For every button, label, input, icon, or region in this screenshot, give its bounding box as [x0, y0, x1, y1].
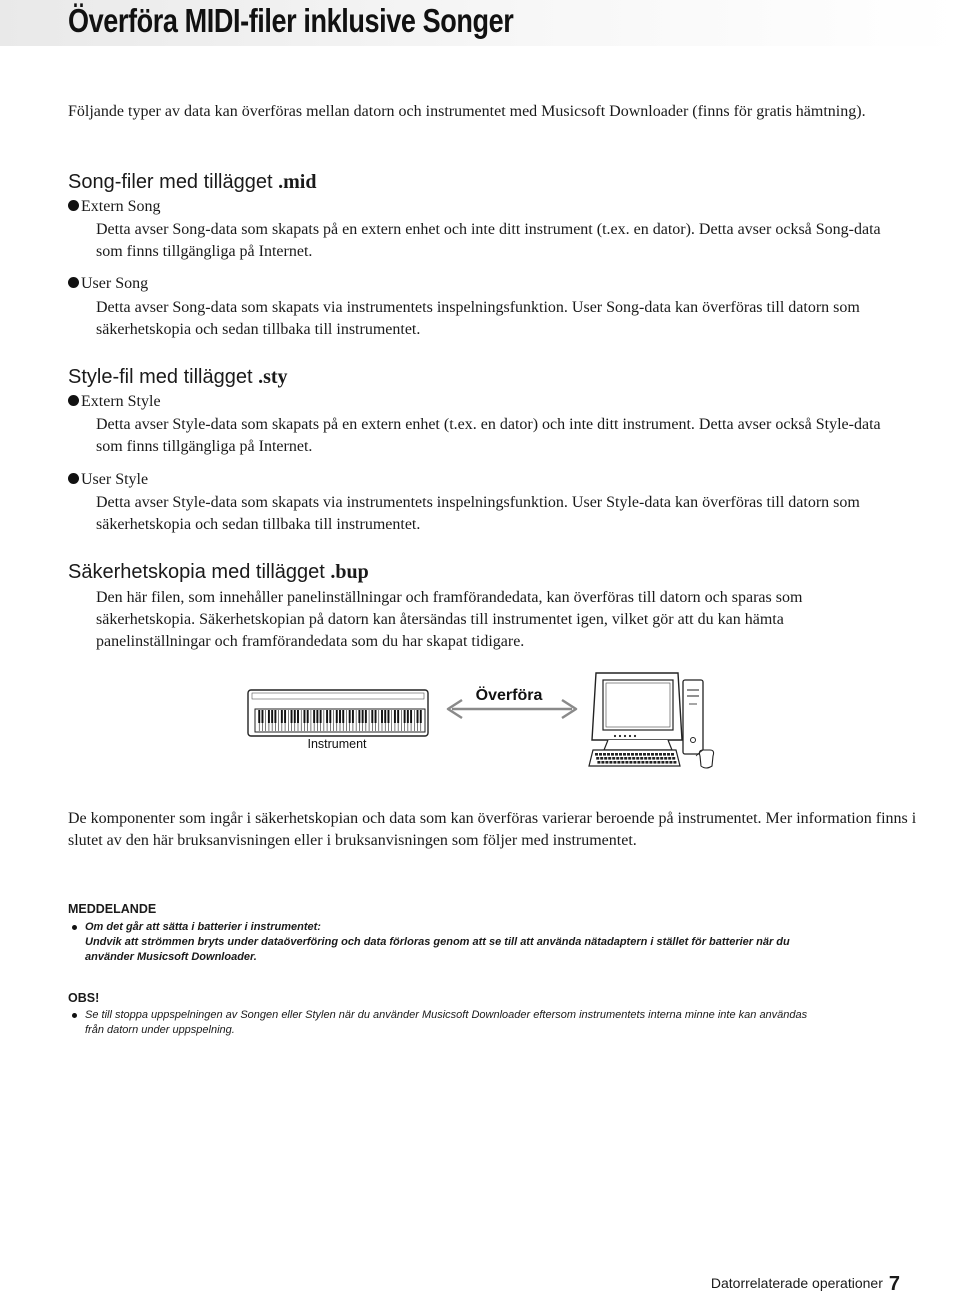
page-title: Överföra MIDI-filer inklusive Songer — [68, 2, 514, 39]
subheading-label: User Song — [81, 275, 149, 292]
subheading-user-style — [68, 470, 148, 490]
paragraph-backup: Den här filen, som innehåller panelinställningar och framförandedata, kan överföras till datorn och sparas som säkerhetskopia. Säkerhetskopian på datorn kan återsändas till instrumentet igen, vilket gör att du kan hämta panelinställningar och framförandedata som du har skapat tidigare. — [96, 589, 803, 650]
paragraph-user-style: Detta avser Style-data som skapats via instrumentets inspelningsfunktion. User Style-data kan överföras till datorn som säkerhetskopia och sedan tillbaka till instrumentet. — [96, 494, 860, 533]
paragraph-extern-song: Detta avser Song-data som skapats på en extern enhet och inte ditt instrument (t.ex. en dator). Detta avser också Song-data som finns tillgängliga på Internet. — [96, 221, 881, 260]
file-extension: .bup — [330, 561, 369, 583]
bullet-icon — [68, 473, 79, 484]
instrument-label: Instrument — [307, 737, 367, 751]
page-number: 7 — [888, 1273, 900, 1295]
paragraph-extern-style: Detta avser Style-data som skapats på en extern enhet (t.ex. en dator) och inte ditt instrument. Detta avser också Style-data som finns tillgängliga på Internet. — [96, 416, 881, 455]
subheading-label: Extern Song — [81, 198, 161, 215]
obs-item-text: Se till stoppa uppspelningen av Songen eller Stylen när du använder Musicsoft Downloader eftersom instrumentets interna minne inte kan användas från datorn under uppspelning. — [85, 1009, 808, 1036]
page-footer — [711, 1273, 900, 1294]
transfer-label: Överföra — [475, 687, 543, 704]
file-extension: .sty — [258, 366, 288, 388]
section-heading-text: Säkerhetskopia med tillägget — [68, 561, 325, 583]
bullet-icon — [72, 925, 77, 930]
bullet-icon — [68, 200, 79, 211]
intro-paragraph: Följande typer av data kan överföras mellan datorn och instrumentet med Musicsoft Downloader (finns för gratis hämtning). — [68, 103, 866, 120]
subheading-label: User Style — [81, 471, 149, 488]
section-heading-text: Style-fil med tillägget — [68, 366, 253, 388]
bullet-icon — [68, 277, 79, 288]
section-heading-bup — [68, 560, 369, 584]
section-heading-mid — [68, 170, 316, 194]
title-bar — [0, 0, 960, 46]
paragraph-user-song: Detta avser Song-data som skapats via instrumentets inspelningsfunktion. User Song-data kan överföras till datorn som säkerhetskopia och sedan tillbaka till instrumentet. — [96, 299, 860, 338]
subheading-label: Extern Style — [81, 393, 161, 410]
bullet-icon — [68, 395, 79, 406]
notice-item-text: Undvik att strömmen bryts under dataöverföring och data förloras genom att se till att använda nätadaptern i stället för batterier när du använder Musicsoft Downloader. — [85, 936, 790, 963]
transfer-diagram — [0, 660, 960, 780]
obs-item — [68, 1008, 828, 1038]
obs-heading: OBS! — [68, 991, 100, 1005]
notice-item-title: Om det går att sätta i batterier i instrumentet: — [85, 921, 321, 933]
subheading-user-song — [68, 274, 148, 294]
notice-heading: MEDDELANDE — [68, 902, 157, 916]
transfer-diagram-svg — [0, 660, 960, 780]
subheading-extern-style — [68, 392, 161, 412]
section-heading-sty — [68, 365, 288, 389]
bullet-icon — [72, 1013, 77, 1018]
keyboard-instrument-icon — [248, 690, 428, 736]
computer-icon — [589, 673, 714, 768]
file-extension: .mid — [278, 171, 317, 193]
footer-section-name: Datorrelaterade operationer — [710, 1275, 883, 1291]
notice-item — [68, 920, 828, 965]
components-note: De komponenter som ingår i säkerhetskopian och data som kan överföras varierar beroende på instrumentet. Mer information finns i slutet av den här bruksanvisningen eller i bruksanvisningen som följer med instrumentet. — [68, 810, 917, 849]
subheading-extern-song — [68, 197, 161, 217]
section-heading-text: Song-filer med tillägget — [68, 171, 273, 193]
